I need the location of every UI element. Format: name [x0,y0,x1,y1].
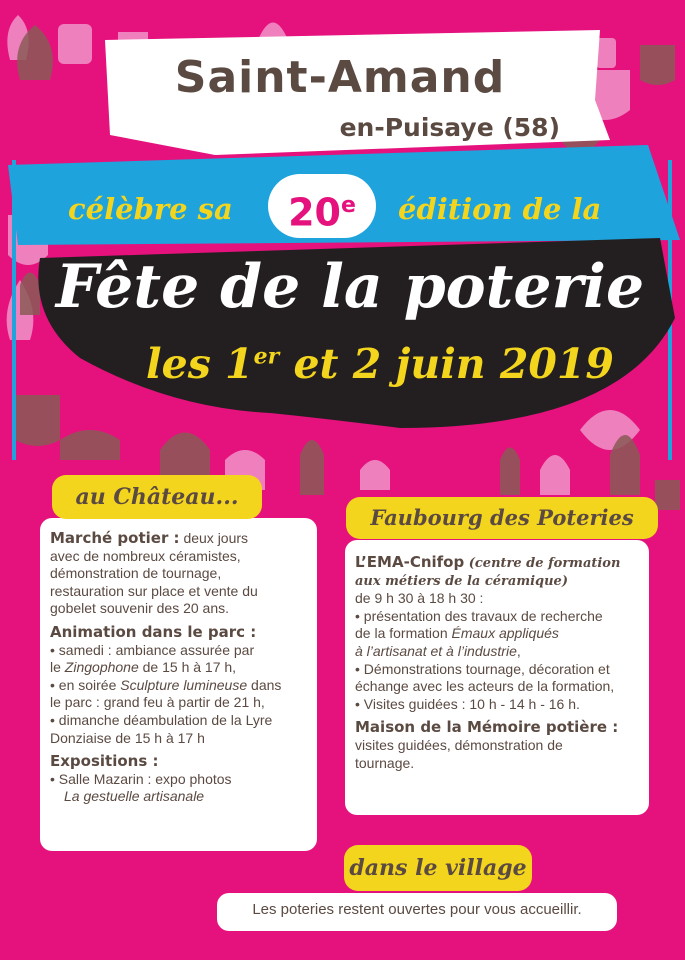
expo-item: • Salle Mazarin : expo photos [50,770,232,787]
ema-item: à l’artisanat et à l’industrie, [355,642,521,659]
ema-item: • présentation des travaux de recherche [355,607,603,624]
town-subtitle: en-Puisaye (58) [339,113,560,142]
event-title: Fête de la poterie [55,252,645,322]
chateau-card [40,518,317,851]
maison-text: visites guidées, démonstration de [355,736,563,753]
animation-item: Donziaise de 15 h à 17 h [50,729,205,746]
village-tag: dans le village [344,845,532,891]
ema-paren: aux métiers de la céramique) [355,573,568,589]
marche-text: deux jours [179,530,249,546]
celebrates-text: célèbre sa [68,192,233,226]
maison-text: tournage. [355,754,415,771]
marche-line: démonstration de tournage, [50,565,222,582]
ema-item: de la formation Émaux appliqués [355,625,559,642]
ema-title: L’EMA-Cnifop [355,553,465,571]
faubourg-tag: Faubourg des Poteries [346,497,658,539]
ema-item: • Visites guidées : 10 h - 14 h - 16 h. [355,695,580,712]
animation-item: • en soirée Sculpture lumineuse dans [50,676,282,693]
ema-item: • Démonstrations tournage, décoration et [355,660,610,677]
edition-text: édition de la [398,192,602,226]
animation-item: • dimanche déambulation de la Lyre [50,711,273,728]
marche-line: avec de nombreux céramistes, [50,547,241,564]
maison-title: Maison de la Mémoire potière : [355,718,619,737]
event-dates: les 1er et 2 juin 2019 [146,340,614,388]
animation-item: le parc : grand feu à partir de 21 h, [50,694,265,711]
expo-item: La gestuelle artisanale [64,788,205,805]
edition-number: 20e [268,174,376,238]
ema-paren: (centre de formation [464,556,621,571]
animation-title: Animation dans le parc : [50,622,257,641]
expo-title: Expositions : [50,752,159,771]
town-title: Saint-Amand [174,52,506,103]
marche-line: restauration sur place et vente du [50,582,258,599]
village-text: Les poteries restent ouvertes pour vous accueillir. [252,901,582,918]
animation-item: le Zingophone de 15 h à 17 h, [50,659,237,676]
marche-line: gobelet souvenir des 20 ans. [50,600,230,617]
ema-item: échange avec les acteurs de la formation, [355,678,615,695]
faubourg-card [345,540,649,815]
ema-hours: de 9 h 30 à 18 h 30 : [355,590,484,607]
village-card [217,893,617,931]
animation-item: • samedi : ambiance assurée par [50,641,255,658]
marche-title: Marché potier : [50,529,180,547]
chateau-tag: au Château... [52,475,262,519]
